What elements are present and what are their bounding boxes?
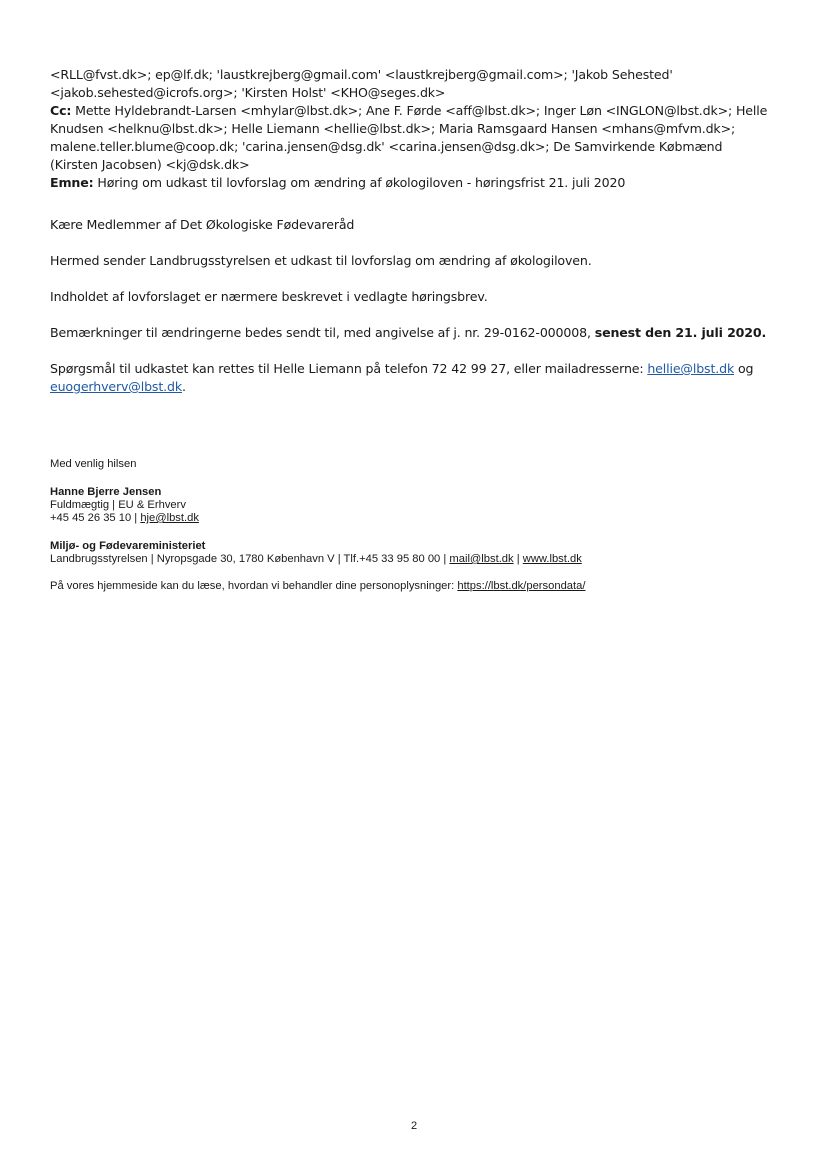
subject-line [50, 174, 774, 192]
body-paragraph-1: Hermed sender Landbrugsstyrelsen et udkast til lovforslag om ændring af økologiloven. [50, 253, 592, 268]
sender-name: Hanne Bjerre Jensen [50, 486, 162, 498]
body-paragraph-4 [50, 360, 774, 396]
euogerhverv-email-link[interactable]: euogerhverv@lbst.dk [50, 379, 182, 394]
sender-contact [50, 512, 774, 525]
agency-web-link[interactable]: www.lbst.dk [522, 553, 582, 565]
cc-line [50, 102, 774, 174]
privacy-link[interactable]: https://lbst.dk/persondata/ [457, 580, 586, 592]
sender-title: Fuldmægtig | EU & Erhverv [50, 499, 186, 511]
body-paragraph-2: Indholdet af lovforslaget er nærmere beskrevet i vedlagte høringsbrev. [50, 289, 488, 304]
greeting: Kære Medlemmer af Det Økologiske Fødevareråd [50, 217, 355, 232]
signature [50, 458, 774, 593]
link-separator: | [516, 553, 520, 565]
and-word: og [737, 361, 754, 376]
deadline-instruction: Bemærkninger til ændringerne bedes sendt til, med angivelse af j. nr. 29-0162-000008, [50, 325, 591, 340]
subject-label: Emne: [50, 175, 94, 190]
body-paragraph-3 [50, 324, 774, 342]
closing: Med venlig hilsen [50, 458, 137, 470]
sender-phone: +45 45 26 35 10 | [50, 512, 138, 524]
agency-address: Landbrugsstyrelsen | Nyropsgade 30, 1780 København V | Tlf.+45 33 95 80 00 | [50, 553, 447, 565]
privacy-text: På vores hjemmeside kan du læse, hvordan vi behandler dine personoplysninger: [50, 580, 455, 592]
sender-email-link[interactable]: hje@lbst.dk [140, 512, 199, 524]
agency-address-line [50, 553, 774, 566]
cc-recipients: Mette Hyldebrandt-Larsen <mhylar@lbst.dk>; Ane F. Førde <aff@lbst.dk>; Inger Løn <INGLON@lbst.dk>; Helle Knudsen <helknu@lbst.dk>; Helle Liemann <hellie@lbst.dk>; Maria Ramsgaard Hansen <mhans@mfvm.dk>; malene.teller.blume@coop.dk; 'carina.jensen@dsg.dk' <carina.jensen@dsg.dk>; De Samvirkende Købmænd (Kirsten Jacobsen) <kj@dsk.dk> [50, 103, 768, 172]
cc-label: Cc: [50, 103, 72, 118]
email-body [50, 216, 774, 396]
final-period: . [181, 379, 186, 394]
privacy-notice [50, 580, 774, 593]
subject-text: Høring om udkast til lovforslag om ændring af økologiloven - høringsfrist 21. juli 2020 [97, 175, 626, 190]
page-number: 2 [410, 1120, 418, 1132]
questions-text: Spørgsmål til udkastet kan rettes til Helle Liemann på telefon 72 42 99 27, eller mailadresserne: [50, 361, 644, 376]
deadline-date: senest den 21. juli 2020. [594, 325, 767, 340]
to-recipients-continued: <RLL@fvst.dk>; ep@lf.dk; 'laustkrejberg@gmail.com' <laustkrejberg@gmail.com>; 'Jakob Sehested' <jakob.sehested@icrofs.org>; 'Kirsten Holst' <KHO@seges.dk> [50, 67, 673, 100]
email-header [50, 66, 774, 192]
agency-mail-link[interactable]: mail@lbst.dk [449, 553, 514, 565]
ministry-name: Miljø- og Fødevareministeriet [50, 540, 206, 552]
hellie-email-link[interactable]: hellie@lbst.dk [647, 361, 735, 376]
